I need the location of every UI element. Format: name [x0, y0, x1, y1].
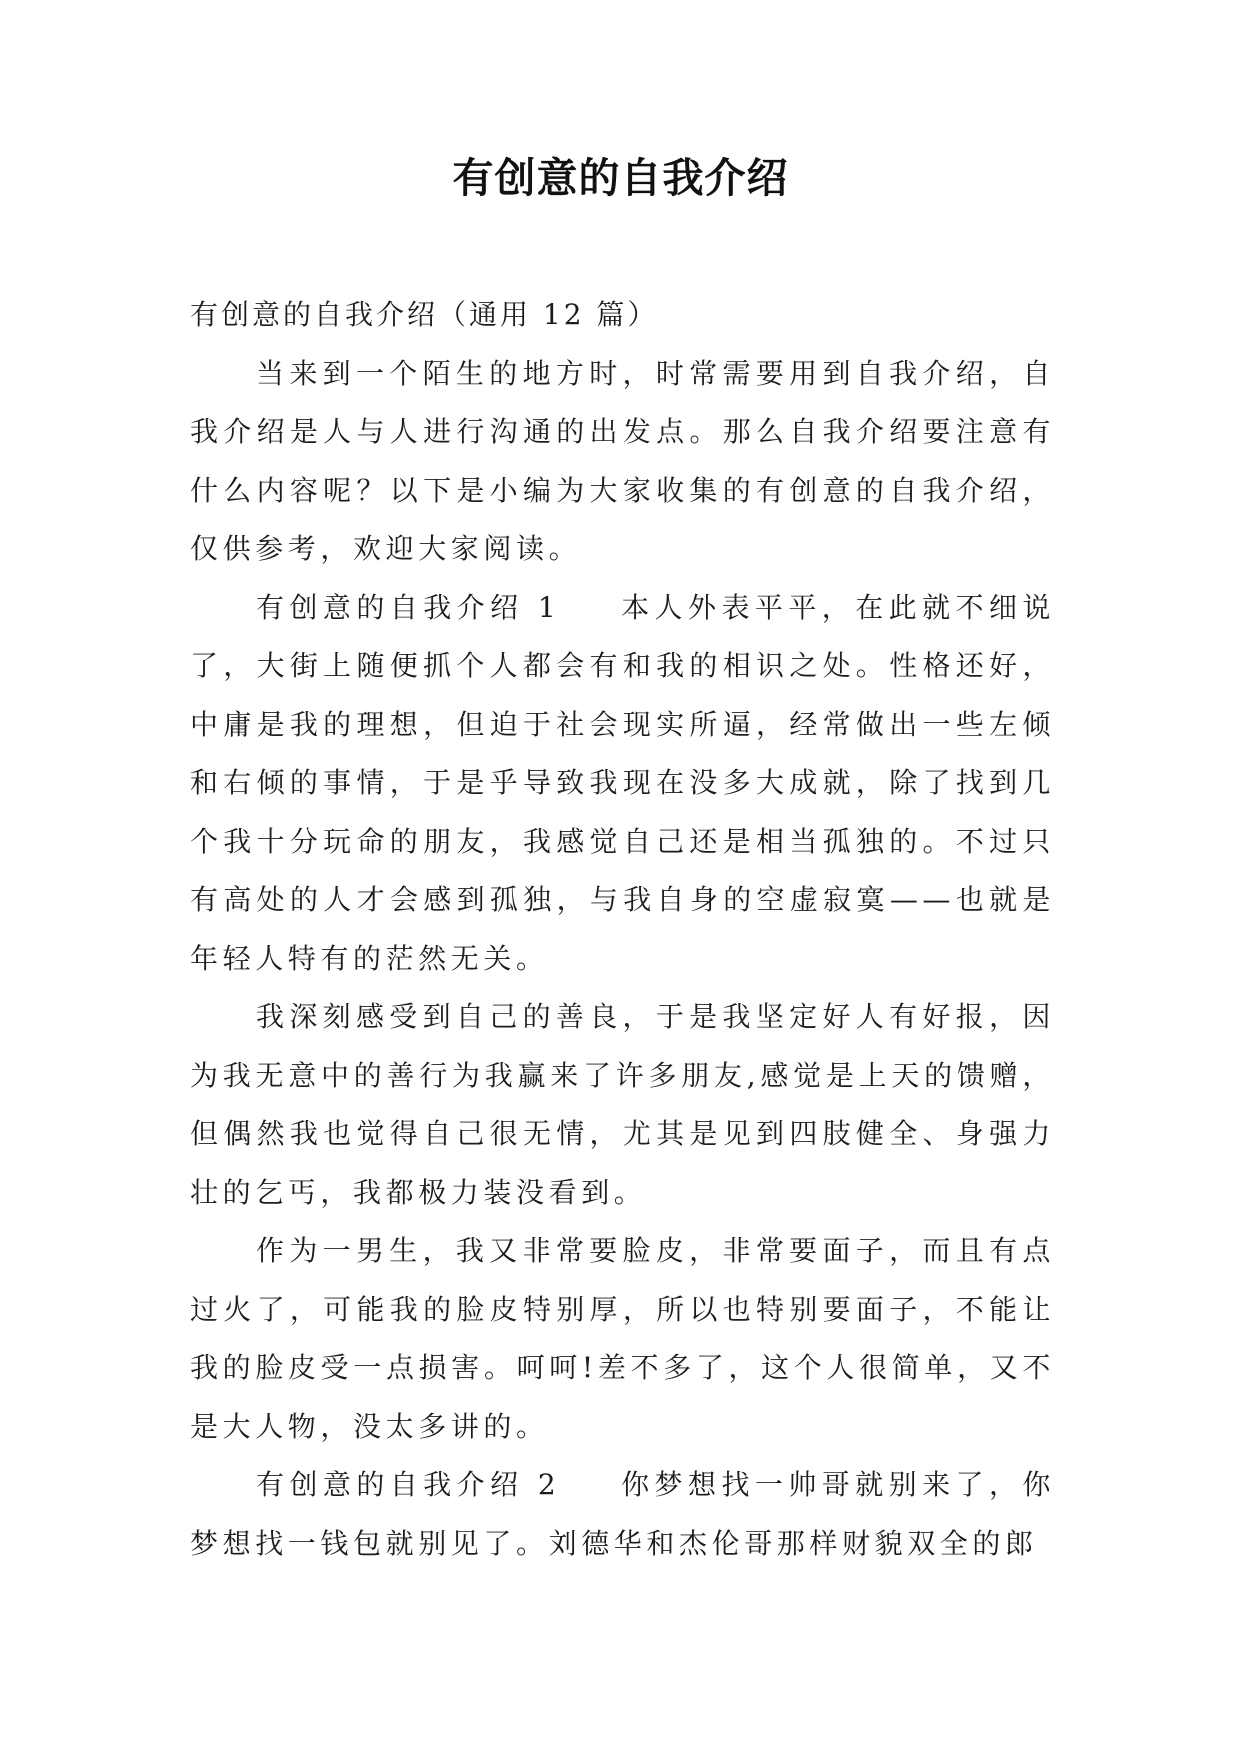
section-2-paragraph-1: 你梦想找一帅哥就别来了，你梦想找一钱包就别见了。刘德华和杰伦哥那样财貌双全的郎 [190, 1468, 1055, 1560]
section-1-paragraph-1: 本人外表平平，在此就不细说了，大街上随便抓个人都会有和我的相识之处。性格还好，中庸是我的理想，但迫于社会现实所逼，经常做出一些左倾和右倾的事情，于是乎导致我现在没多大成就，除了找到几个我十分玩命的朋友，我感觉自己还是相当孤独的。不过只有高处的人才会感到孤独，与我自身的空虚寂寞——也就是年轻人特有的茫然无关。 [190, 590, 1055, 975]
document-title: 有创意的自我介绍 [452, 154, 789, 202]
section-1-paragraph-3: 作为一男生，我又非常要脸皮，非常要面子，而且有点过火了，可能我的脸皮特别厚，所以也特别要面子，不能让我的脸皮受一点损害。呵呵!差不多了，这个人很简单，又不是大人物，没太多讲的。 [190, 1234, 1055, 1443]
document-subtitle: 有创意的自我介绍（通用 12 篇） [190, 298, 659, 331]
section-2-first-paragraph [190, 1456, 1055, 1573]
section-1-heading: 有创意的自我介绍 1 [256, 590, 561, 624]
section-1-paragraph-2: 我深刻感受到自己的善良，于是我坚定好人有好报，因为我无意中的善行为我赢来了许多朋友,感觉是上天的馈赠，但偶然我也觉得自己很无情，尤其是见到四肢健全、身强力壮的乞丐，我都极力装没看到。 [190, 1000, 1055, 1209]
document-body [190, 286, 1055, 1573]
section-2-heading: 有创意的自我介绍 2 [256, 1468, 561, 1501]
intro-paragraph: 当来到一个陌生的地方时，时常需要用到自我介绍，自我介绍是人与人进行沟通的出发点。那么自我介绍要注意有什么内容呢？以下是小编为大家收集的有创意的自我介绍，仅供参考，欢迎大家阅读。 [190, 356, 1055, 565]
section-1-first-paragraph [190, 579, 1055, 989]
